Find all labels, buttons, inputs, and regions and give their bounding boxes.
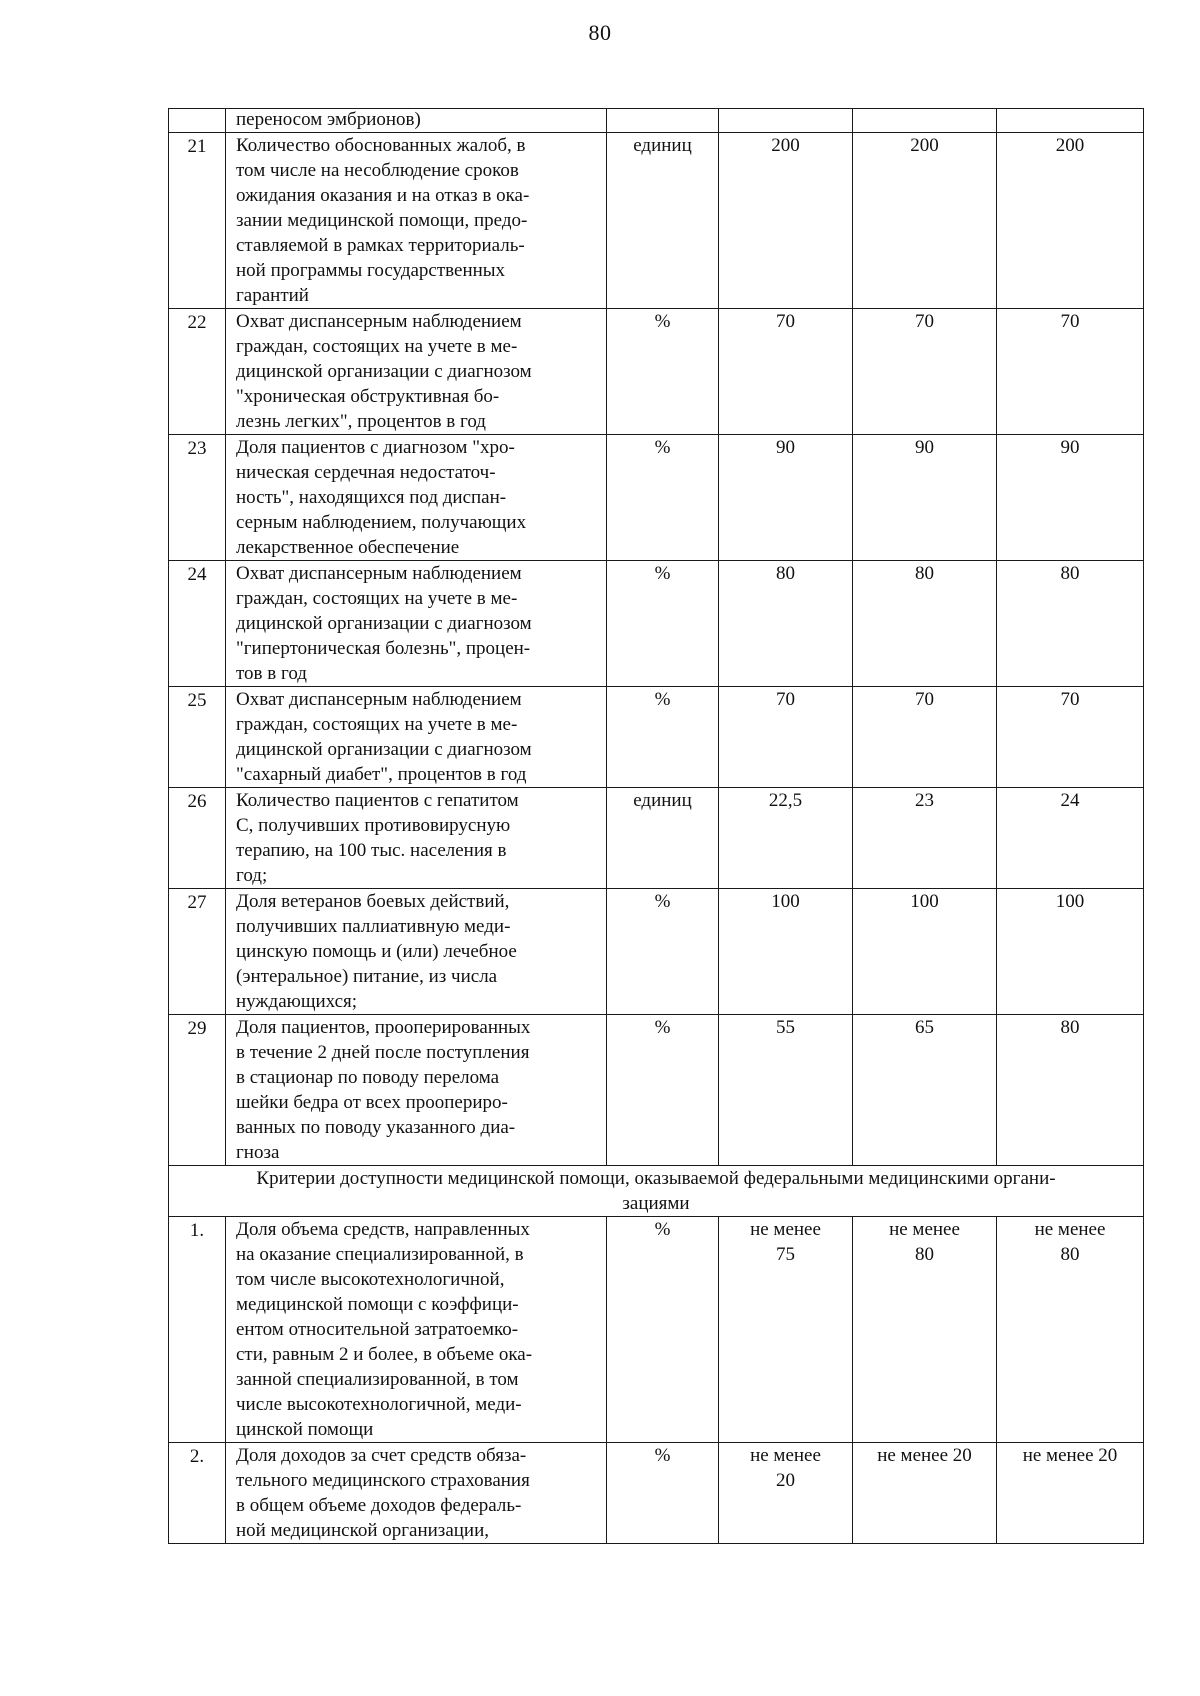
row-number-cell: 22 xyxy=(169,309,226,435)
value-cell: 80 xyxy=(997,561,1144,687)
text-line: в стационар по поводу перелома xyxy=(236,1067,500,1088)
value-cell: 200 xyxy=(853,133,997,309)
text-line: занной специализированной, в том xyxy=(236,1369,519,1390)
criterion-name-cell xyxy=(226,561,607,687)
text-line: граждан, состоящих на учете в ме- xyxy=(236,588,518,609)
unit-cell: % xyxy=(607,1443,719,1544)
text-line: в общем объеме доходов федераль- xyxy=(236,1495,522,1516)
value-cell: 80 xyxy=(853,561,997,687)
criteria-table xyxy=(168,108,1144,1544)
criterion-name-cell xyxy=(226,435,607,561)
section-header-cell xyxy=(169,1166,1144,1217)
text-line: получивших паллиативную меди- xyxy=(236,916,511,937)
text-line: граждан, состоящих на учете в ме- xyxy=(236,336,518,357)
value-cell: 70 xyxy=(853,309,997,435)
text-line: терапию, на 100 тыс. населения в xyxy=(236,840,507,861)
value-cell: 70 xyxy=(853,687,997,788)
text-line: не менее 20 xyxy=(877,1445,972,1466)
unit-cell: % xyxy=(607,889,719,1015)
unit-cell: единиц xyxy=(607,133,719,309)
value-cell xyxy=(719,1217,853,1443)
text-line: не менее xyxy=(750,1219,821,1240)
criterion-name-cell xyxy=(226,1015,607,1166)
criterion-name-cell xyxy=(226,1217,607,1443)
value-cell: 70 xyxy=(719,309,853,435)
text-line: дицинской организации с диагнозом xyxy=(236,613,532,634)
text-line: Критерии доступности медицинской помощи, оказываемой федеральными медицинскими органи- xyxy=(256,1168,1056,1189)
text-line: Охват диспансерным наблюдением xyxy=(236,563,522,584)
criterion-name-cell xyxy=(226,309,607,435)
text-line: том числе высокотехнологичной, xyxy=(236,1269,505,1290)
text-line: граждан, состоящих на учете в ме- xyxy=(236,714,518,735)
value-cell: 200 xyxy=(719,133,853,309)
criterion-name-cell xyxy=(226,1443,607,1544)
text-line: шейки бедра от всех проопериро- xyxy=(236,1092,508,1113)
criteria-table-body xyxy=(169,109,1144,1544)
text-line: серным наблюдением, получающих xyxy=(236,512,527,533)
value-cell xyxy=(853,1443,997,1544)
text-line: Доля объема средств, направленных xyxy=(236,1219,530,1240)
table-row xyxy=(169,889,1144,1015)
value-cell: 80 xyxy=(997,1015,1144,1166)
row-number-cell: 21 xyxy=(169,133,226,309)
criterion-name-cell xyxy=(226,788,607,889)
text-line: (энтеральное) питание, из числа xyxy=(236,966,498,987)
text-line: Охват диспансерным наблюдением xyxy=(236,689,522,710)
text-line: лезнь легких", процентов в год xyxy=(236,411,486,432)
text-line: дицинской организации с диагнозом xyxy=(236,739,532,760)
unit-cell: % xyxy=(607,435,719,561)
text-line: ническая сердечная недостаточ- xyxy=(236,462,496,483)
text-line: том числе на несоблюдение сроков xyxy=(236,160,519,181)
criterion-name-cell xyxy=(226,889,607,1015)
text-line: Количество обоснованных жалоб, в xyxy=(236,135,526,156)
value-cell xyxy=(719,109,853,133)
table-row xyxy=(169,788,1144,889)
row-number-cell xyxy=(169,109,226,133)
text-line: Доля ветеранов боевых действий, xyxy=(236,891,510,912)
table-row xyxy=(169,309,1144,435)
text-line: "сахарный диабет", процентов в год xyxy=(236,764,527,785)
unit-cell: % xyxy=(607,1015,719,1166)
value-cell: 65 xyxy=(853,1015,997,1166)
value-cell: 90 xyxy=(719,435,853,561)
text-line: ванных по поводу указанного диа- xyxy=(236,1117,516,1138)
criterion-name-cell xyxy=(226,687,607,788)
text-line: "гипертоническая болезнь", процен- xyxy=(236,638,531,659)
text-line: ентом относительной затратоемко- xyxy=(236,1319,519,1340)
text-line: Доля пациентов, прооперированных xyxy=(236,1017,531,1038)
text-line: не менее xyxy=(1034,1219,1106,1240)
row-number-cell: 23 xyxy=(169,435,226,561)
text-line: числе высокотехнологичной, меди- xyxy=(236,1394,522,1415)
value-cell xyxy=(997,1217,1144,1443)
text-line: год; xyxy=(236,865,268,886)
value-cell: 100 xyxy=(719,889,853,1015)
text-line: медицинской помощи с коэффици- xyxy=(236,1294,519,1315)
value-cell: 90 xyxy=(853,435,997,561)
text-line: ность", находящихся под диспан- xyxy=(236,487,507,508)
text-line: зациями xyxy=(622,1193,690,1214)
table-row xyxy=(169,133,1144,309)
text-line: не менее xyxy=(750,1445,821,1466)
table-row xyxy=(169,1443,1144,1544)
table-row xyxy=(169,1217,1144,1443)
text-line: 20 xyxy=(776,1470,795,1491)
row-number-cell: 27 xyxy=(169,889,226,1015)
continuation-row xyxy=(169,109,1144,133)
row-number-cell: 26 xyxy=(169,788,226,889)
row-number-cell: 25 xyxy=(169,687,226,788)
value-cell: 55 xyxy=(719,1015,853,1166)
text-line: Доля доходов за счет средств обяза- xyxy=(236,1445,527,1466)
text-line: 75 xyxy=(776,1244,795,1265)
value-cell: 23 xyxy=(853,788,997,889)
value-cell: 70 xyxy=(997,687,1144,788)
row-number-cell: 24 xyxy=(169,561,226,687)
value-cell: 24 xyxy=(997,788,1144,889)
table-row xyxy=(169,687,1144,788)
value-cell xyxy=(719,1443,853,1544)
value-cell xyxy=(997,109,1144,133)
unit-cell: % xyxy=(607,687,719,788)
text-line: 80 xyxy=(1060,1244,1080,1265)
value-cell: 70 xyxy=(997,309,1144,435)
criterion-name-cell: переносом эмбрионов) xyxy=(226,109,607,133)
row-number-cell: 1. xyxy=(169,1217,226,1443)
text-line: ожидания оказания и на отказ в ока- xyxy=(236,185,530,206)
unit-cell: % xyxy=(607,561,719,687)
value-cell: 100 xyxy=(997,889,1144,1015)
text-line: 80 xyxy=(915,1244,934,1265)
value-cell: 100 xyxy=(853,889,997,1015)
text-line: Количество пациентов с гепатитом xyxy=(236,790,519,811)
text-line: дицинской организации с диагнозом xyxy=(236,361,532,382)
section-header-row xyxy=(169,1166,1144,1217)
text-line: сти, равным 2 и более, в объеме ока- xyxy=(236,1344,533,1365)
table-row xyxy=(169,1015,1144,1166)
row-number-cell: 29 xyxy=(169,1015,226,1166)
unit-cell: % xyxy=(607,309,719,435)
value-cell: 22,5 xyxy=(719,788,853,889)
text-line: в течение 2 дней после поступления xyxy=(236,1042,530,1063)
text-line: ставляемой в рамках территориаль- xyxy=(236,235,525,256)
text-line: тельного медицинского страхования xyxy=(236,1470,530,1491)
row-number-cell: 2. xyxy=(169,1443,226,1544)
page-number: 80 xyxy=(588,20,612,45)
value-cell: 80 xyxy=(719,561,853,687)
text-line: лекарственное обеспечение xyxy=(236,537,460,558)
criterion-name-cell xyxy=(226,133,607,309)
value-cell: 200 xyxy=(997,133,1144,309)
text-line: гарантий xyxy=(236,285,309,306)
text-line: зании медицинской помощи, предо- xyxy=(236,210,528,231)
text-line: не менее xyxy=(889,1219,960,1240)
table-row xyxy=(169,435,1144,561)
text-line: не менее 20 xyxy=(1022,1445,1118,1466)
text-line: Охват диспансерным наблюдением xyxy=(236,311,522,332)
text-line: гноза xyxy=(236,1142,280,1163)
text-line: цинскую помощь и (или) лечебное xyxy=(236,941,517,962)
value-cell xyxy=(853,109,997,133)
text-line: тов в год xyxy=(236,663,307,684)
value-cell xyxy=(997,1443,1144,1544)
unit-cell xyxy=(607,109,719,133)
text-line: Доля пациентов с диагнозом "хро- xyxy=(236,437,515,458)
text-line: ной программы государственных xyxy=(236,260,506,281)
unit-cell: единиц xyxy=(607,788,719,889)
table-row xyxy=(169,561,1144,687)
value-cell xyxy=(853,1217,997,1443)
unit-cell: % xyxy=(607,1217,719,1443)
value-cell: 70 xyxy=(719,687,853,788)
text-line: нуждающихся; xyxy=(236,991,358,1012)
text-line: на оказание специализированной, в xyxy=(236,1244,524,1265)
text-line: "хроническая обструктивная бо- xyxy=(236,386,500,407)
text-line: С, получивших противовирусную xyxy=(236,815,511,836)
value-cell: 90 xyxy=(997,435,1144,561)
text-line: цинской помощи xyxy=(236,1419,374,1440)
text-line: ной медицинской организации, xyxy=(236,1520,490,1541)
